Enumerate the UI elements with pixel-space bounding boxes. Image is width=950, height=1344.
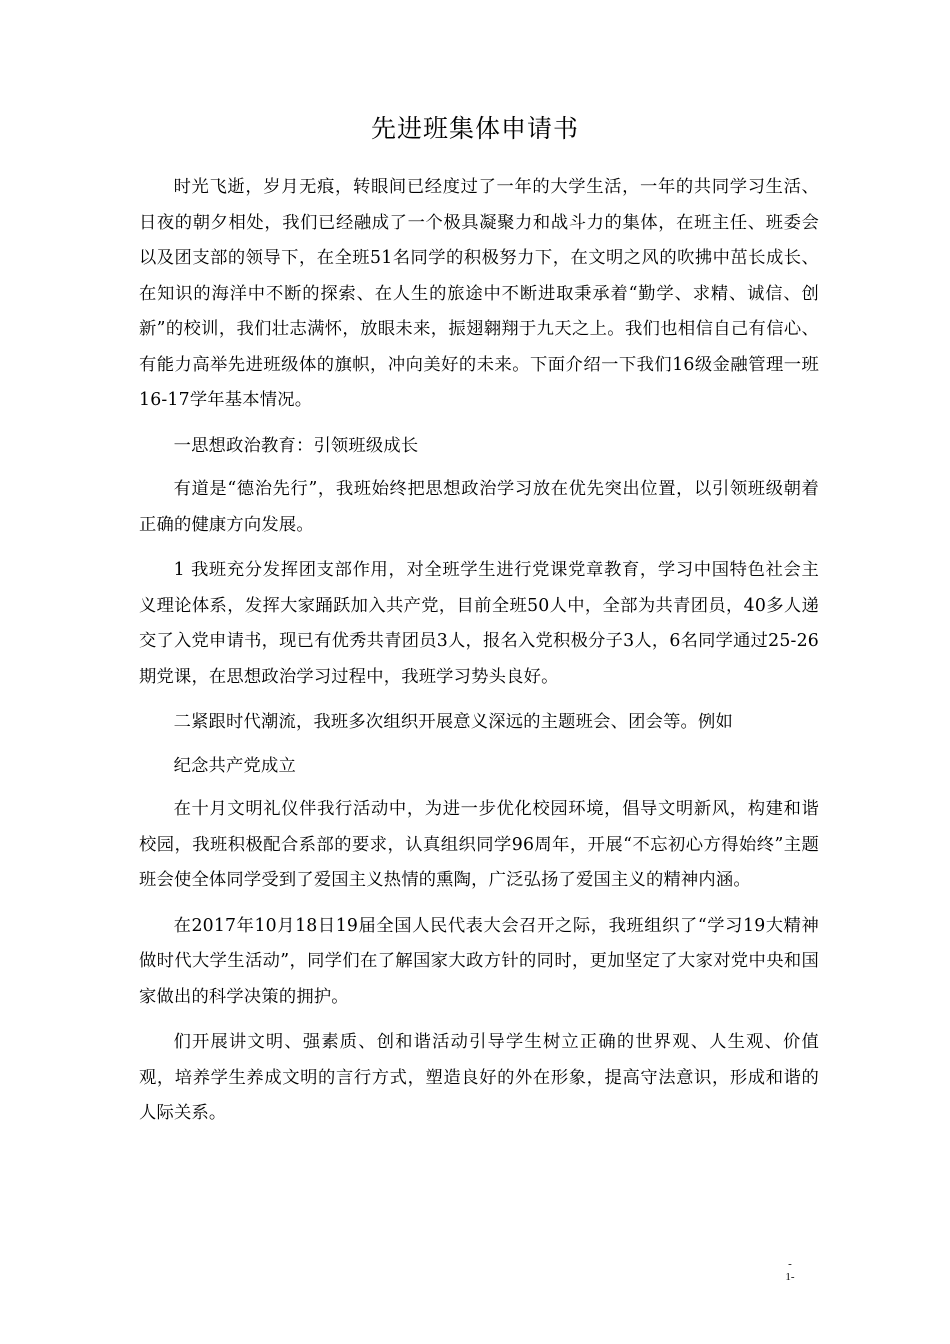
document-body bbox=[139, 170, 819, 1142]
page-number-dash: - bbox=[788, 1258, 792, 1270]
page-number-label: 1- bbox=[785, 1271, 795, 1283]
paragraph-civility-activity: 们开展讲文明、强素质、创和谐活动引导学生树立正确的世界观、人生观、价值观，培养学生养成文明的言行方式，塑造良好的外在形象，提高守法意识，形成和谐的人际关系。 bbox=[139, 1032, 819, 1123]
paragraph-19th-congress: 在2017年10月18日19届全国人民代表大会召开之际，我班组织了“学习19大精神做时代大学生活动”，同学们在了解国家大政方针的同时，更加坚定了大家对党中央和国家做出的科学决策的拥护。 bbox=[139, 915, 819, 1007]
paragraph-etiquette-activity: 在十月文明礼仪伴我行活动中，为进一步优化校园环境，倡导文明新风，构建和谐校园，我班积极配合系部的要求，认真组织同学96周年，开展“不忘初心方得始终”主题班会使全体同学受到了爱国主义热情的熏陶，广泛弘扬了爱国主义的精神内涵。 bbox=[139, 799, 819, 890]
page-number bbox=[775, 1258, 805, 1284]
document-title: 先进班集体申请书 bbox=[370, 114, 579, 143]
paragraph-moral-first: 有道是“德治先行”，我班始终把思想政治学习放在优先突出位置，以引领班级朝着正确的健康方向发展。 bbox=[139, 479, 819, 535]
paragraph-intro: 时光飞逝，岁月无痕，转眼间已经度过了一年的大学生活，一年的共同学习生活、日夜的朝夕相处，我们已经融成了一个极具凝聚力和战斗力的集体，在班主任、班委会以及团支部的领导下，在全班51名同学的积极努力下，在文明之风的吹拂中茁长成长、在知识的海洋中不断的探索、在人生的旅途中不断进取秉承着“勤学、求精、诚信、创新”的校训，我们壮志满怀，放眼未来，振翅翱翔于九天之上。我们也相信自己有信心、有能力高举先进班级体的旗帜，冲向美好的未来。下面介绍一下我们16级金融管理一班16-17学年基本情况。 bbox=[139, 177, 819, 410]
paragraph-party-anniversary: 纪念共产党成立 bbox=[173, 755, 296, 776]
section-heading-themed-meetings: 二紧跟时代潮流，我班多次组织开展意义深远的主题班会、团会等。例如 bbox=[173, 712, 733, 732]
paragraph-league-branch: 1 我班充分发挥团支部作用，对全班学生进行党课党章教育，学习中国特色社会主义理论体系，发挥大家踊跃加入共产党，目前全班50人中，全部为共青团员，40多人递交了入党申请书，现已有优秀共青团员3人，报名入党积极分子3人，6名同学通过25-26期党课，在思想政治学习过程中，我班学习势头良好。 bbox=[139, 560, 819, 687]
section-heading-political-education: 一思想政治教育：引领班级成长 bbox=[173, 435, 419, 456]
